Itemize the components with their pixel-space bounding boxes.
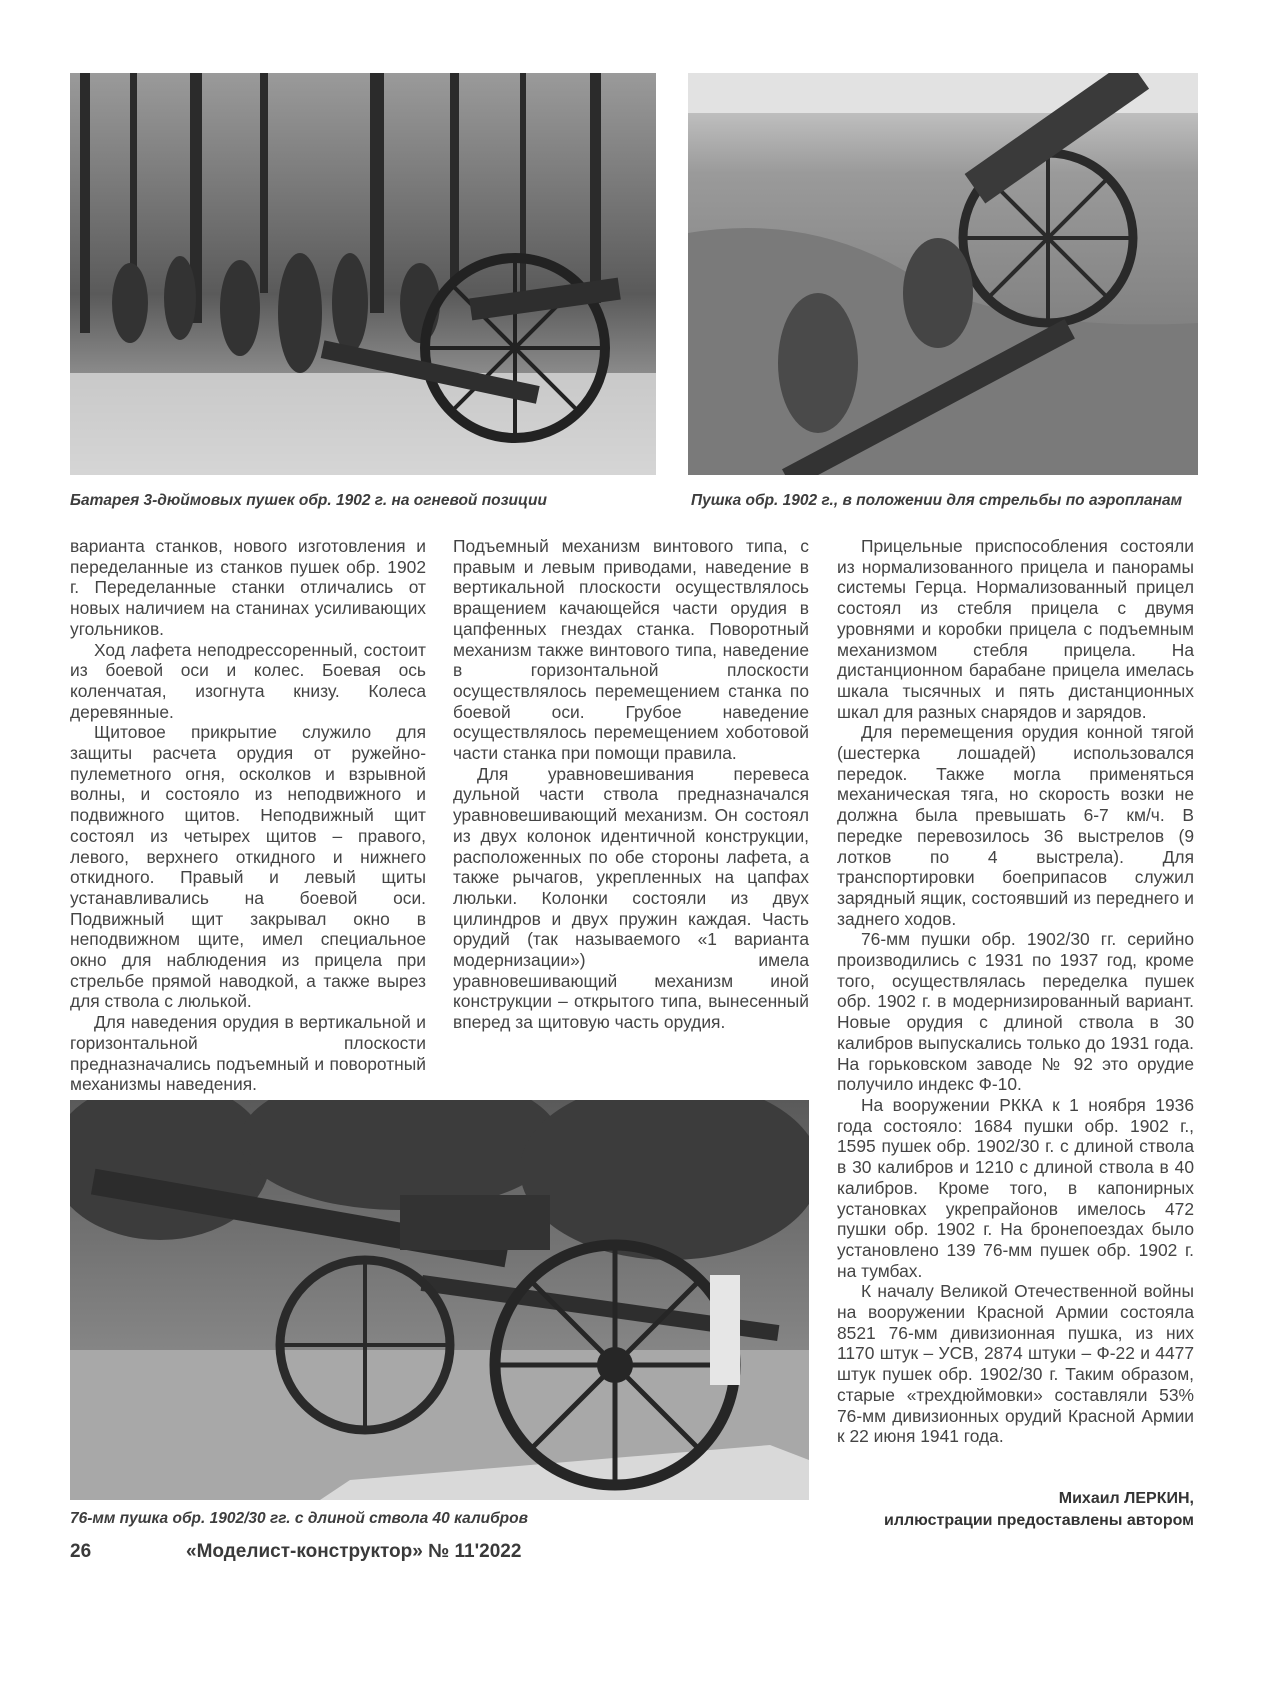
photo-76mm-gun: [70, 1100, 809, 1500]
paragraph: На вооружении РККА к 1 ноября 1936 года состояло: 1684 пушки обр. 1902 г., 1595 пушек обр. 1902/30 г. с длиной ствола в 30 калибров и 1210 с длиной ствола в 40 калибров. Кроме того, в капонирных установках укрепрайонов имелось 472 пушки обр. 1902 г. На бронепоездах было установлено 139 76-мм пушек обр. 1902 г. на тумбах.: [837, 1094, 1194, 1281]
caption-gun-photo: 76-мм пушка обр. 1902/30 гг. с длиной ствола 40 калибров: [70, 1510, 528, 1527]
paragraph: Для уравновешивания перевеса дульной части ствола предназначался уравновешивающий механизм. Он состоял из двух колонок идентичной конструкции, расположенных по обе стороны лафета, а также рычагов, укрепленных на цапфах люльки. Колонки состояли из двух цилиндров и двух пружин каждая. Часть орудий (так называемого «1 варианта модернизации») имела уравновешивающий механизм иной конструкции – открытого типа, вынесенный вперед за щитовую часть орудия.: [453, 763, 809, 1033]
gun-photo-illustration: [70, 1100, 809, 1500]
page-number: 26: [70, 1541, 92, 1562]
photo-battery-firing-position: [70, 73, 656, 475]
illustration-credit: иллюстрации предоставлены автором: [883, 1512, 1194, 1529]
paragraph: Подъемный механизм винтового типа, с правым и левым приводами, наведение в вертикальной плоскости осуществлялось вращением качающейся части орудия в цапфенных гнездах станка. Поворотный механизм также винтового типа, наведение в горизонтальной плоскости осуществлялось перемещением станка по боевой оси. Грубое наведение осуществлялось перемещением хоботовой части станка при помощи правила.: [453, 536, 809, 764]
text-column-2: [453, 536, 809, 1033]
text-column-3: [837, 536, 1194, 1447]
author-signature: [820, 1488, 1194, 1532]
paragraph: 76-мм пушки обр. 1902/30 гг. серийно производились с 1931 по 1937 год, кроме того, осуществлялась переделка пушек обр. 1902 г. в модернизированный вариант. Новые орудия с длиной ствола в 30 калибров выпускались только до 1931 года. На горьковском заводе № 92 это орудие получило индекс Ф-10.: [837, 929, 1194, 1095]
photo-antiaircraft-position: [688, 73, 1198, 475]
paragraph: К началу Великой Отечественной войны на вооружении Красной Армии состояла 8521 76-мм дивизионная пушка, из них 1170 штук – УСВ, 2874 штуки – Ф-22 и 4477 штук пушек обр. 1902/30 г. Таким образом, старые «трехдюймовки» составляли 53% 76-мм дивизионных орудий Красной Армии к 22 июня 1941 года.: [837, 1281, 1194, 1447]
paragraph: Ход лафета неподрессоренный, состоит из боевой оси и колес. Боевая ось коленчатая, изогнута книзу. Колеса деревянные.: [70, 639, 426, 722]
paragraph: Для перемещения орудия конной тягой (шестерка лошадей) использовался передок. Также могла применяться механическая тяга, но скорость возки не должна была превышать 6-7 км/ч. В передке перевозилось 36 выстрелов (9 лотков по 4 выстрела). Для транспортировки боеприпасов служил зарядный ящик, состоявший из переднего и заднего ходов.: [837, 722, 1194, 929]
magazine-issue: «Моделист-конструктор» № 11'2022: [186, 1541, 522, 1562]
paragraph: Для наведения орудия в вертикальной и горизонтальной плоскости предназначались подъемный и поворотный механизмы наведения.: [70, 1012, 426, 1095]
paragraph: Щитовое прикрытие служило для защиты расчета орудия от ружейно-пулеметного огня, осколков и взрывной волны, и состояло из неподвижного и подвижного щитов. Неподвижный щит состоял из четырех щитов – правого, левого, верхнего откидного и нижнего откидного. Правый и левый щиты устанавливались на боевой оси. Подвижный щит закрывал окно в неподвижном щите, имел специальное окно для наблюдения из прицела при стрельбе прямой наводкой, а также вырез для ствола с люлькой.: [70, 722, 426, 1012]
antiaircraft-photo-illustration: [688, 73, 1198, 475]
caption-battery-photo: Батарея 3-дюймовых пушек обр. 1902 г. на огневой позиции: [70, 492, 547, 509]
text-column-1: [70, 536, 426, 1095]
paragraph: варианта станков, нового изготовления и переделанные из станков пушек обр. 1902 г. Переделанные станки отличались от новых наличием на станинах усиливающих угольников.: [70, 536, 426, 639]
battery-photo-illustration: [70, 73, 656, 475]
caption-antiaircraft-photo: Пушка обр. 1902 г., в положении для стрельбы по аэропланам: [691, 492, 1183, 509]
author-name: Михаил ЛЕРКИН,: [1058, 1490, 1194, 1507]
paragraph: Прицельные приспособления состояли из нормализованного прицела и панорамы системы Герца. Нормализованный прицел состоял из стебля прицела с двумя уровнями и коробки прицела с подъемным механизмом стебля прицела. На дистанционном барабане прицела имелась шкала тысячных и пять дистанционных шкал для разных снарядов и зарядов.: [837, 536, 1194, 722]
